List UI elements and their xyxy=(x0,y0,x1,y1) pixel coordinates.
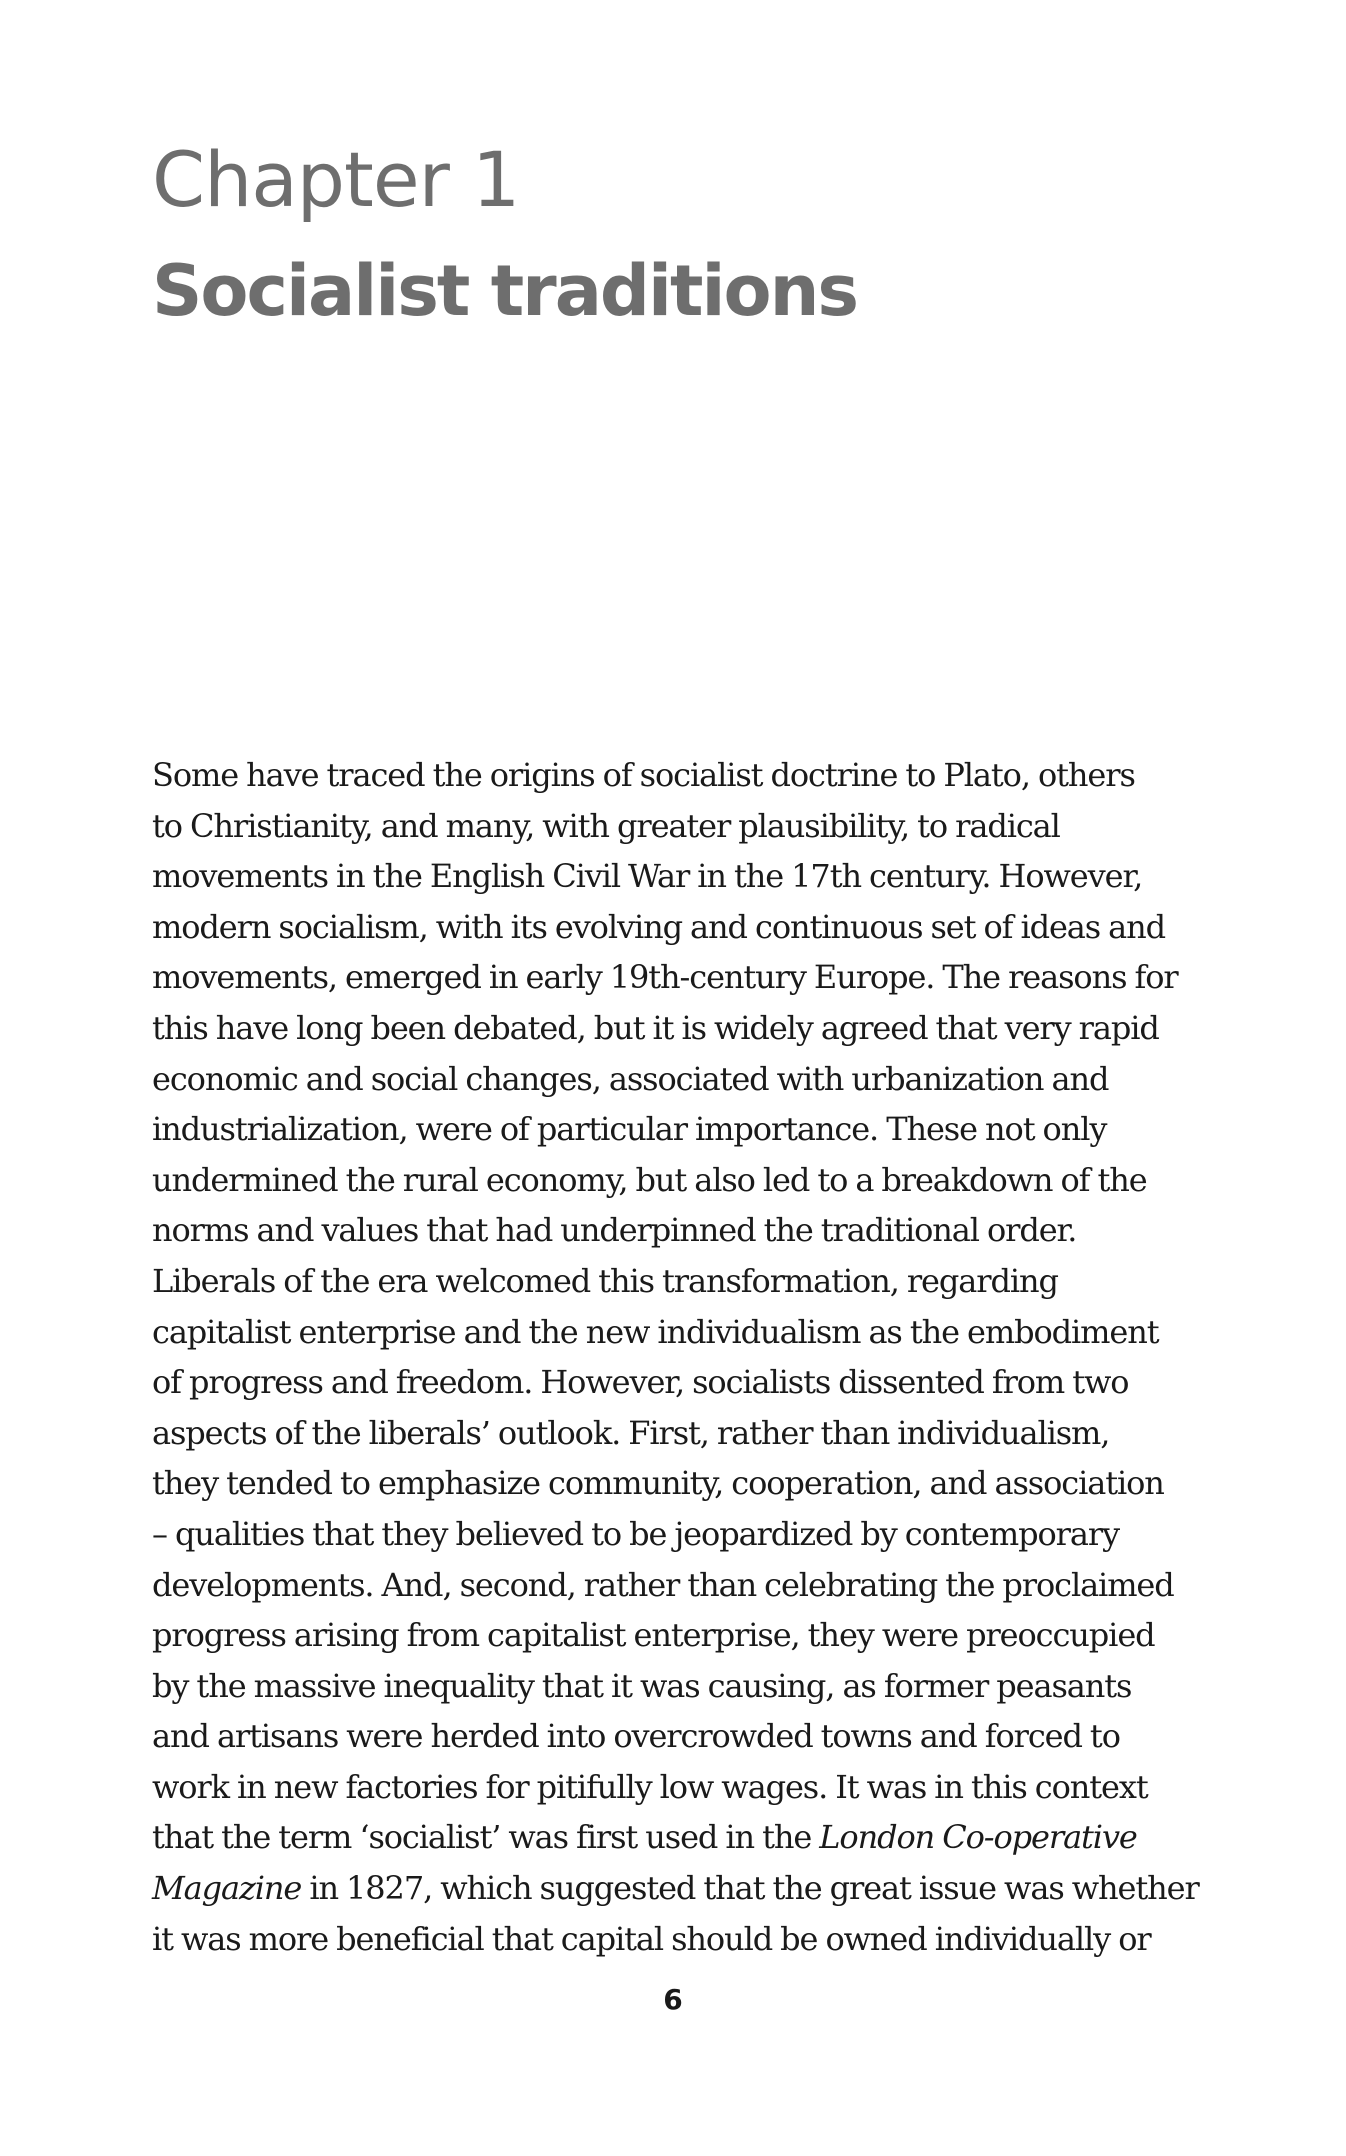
text-line: movements in the English Civil War in the 17th century. However, xyxy=(152,857,1143,896)
chapter-title: Socialist traditions xyxy=(152,250,858,332)
text-line: industrialization, were of particular importance. These not only xyxy=(152,1110,1107,1149)
text-line: they tended to emphasize community, cooperation, and association xyxy=(152,1464,1164,1503)
text-line: of progress and freedom. However, socialists dissented from two xyxy=(152,1363,1129,1402)
text-line: this have long been debated, but it is widely agreed that very rapid xyxy=(152,1008,1159,1047)
text-line: by the massive inequality that it was causing, as former peasants xyxy=(152,1666,1132,1705)
text-line: to Christianity, and many, with greater plausibility, to radical xyxy=(152,806,1060,845)
text-line: modern socialism, with its evolving and continuous set of ideas and xyxy=(152,907,1166,946)
text-line: and artisans were herded into overcrowded towns and forced to xyxy=(152,1717,1120,1756)
text-line: undermined the rural economy, but also led to a breakdown of the xyxy=(152,1160,1147,1199)
page-number: 6 xyxy=(663,1983,683,2016)
text-line: aspects of the liberals’ outlook. First, rather than individualism, xyxy=(152,1413,1110,1452)
publication-title-part: London Co-operative xyxy=(819,1818,1137,1857)
text-line: – qualities that they believed to be jeopardized by contemporary xyxy=(152,1514,1119,1553)
text-line: progress arising from capitalist enterprise, they were preoccupied xyxy=(152,1616,1155,1655)
text-segment: that the term ‘socialist’ was first used in the xyxy=(152,1818,820,1857)
text-line: Liberals of the era welcomed this transformation, regarding xyxy=(152,1261,1058,1300)
publication-title-part: Magazine xyxy=(152,1869,302,1908)
text-line: movements, emerged in early 19th-century Europe. The reasons for xyxy=(152,958,1178,997)
text-line xyxy=(152,1812,1212,1863)
chapter-number: Chapter 1 xyxy=(152,135,520,224)
text-line: work in new factories for pitifully low wages. It was in this context xyxy=(152,1767,1148,1806)
text-segment: in 1827, which suggested that the great issue was whether xyxy=(301,1869,1199,1908)
text-line: Some have traced the origins of socialist doctrine to Plato, others xyxy=(152,756,1135,794)
text-line: norms and values that had underpinned the traditional order. xyxy=(152,1211,1077,1250)
text-line: economic and social changes, associated with urbanization and xyxy=(152,1059,1109,1098)
text-line: it was more beneficial that capital should be owned individually or xyxy=(152,1919,1151,1958)
body-paragraph xyxy=(152,750,1212,1964)
text-line: capitalist enterprise and the new individualism as the embodiment xyxy=(152,1312,1159,1351)
text-line: developments. And, second, rather than celebrating the proclaimed xyxy=(152,1565,1174,1604)
text-line xyxy=(152,1863,1212,1914)
